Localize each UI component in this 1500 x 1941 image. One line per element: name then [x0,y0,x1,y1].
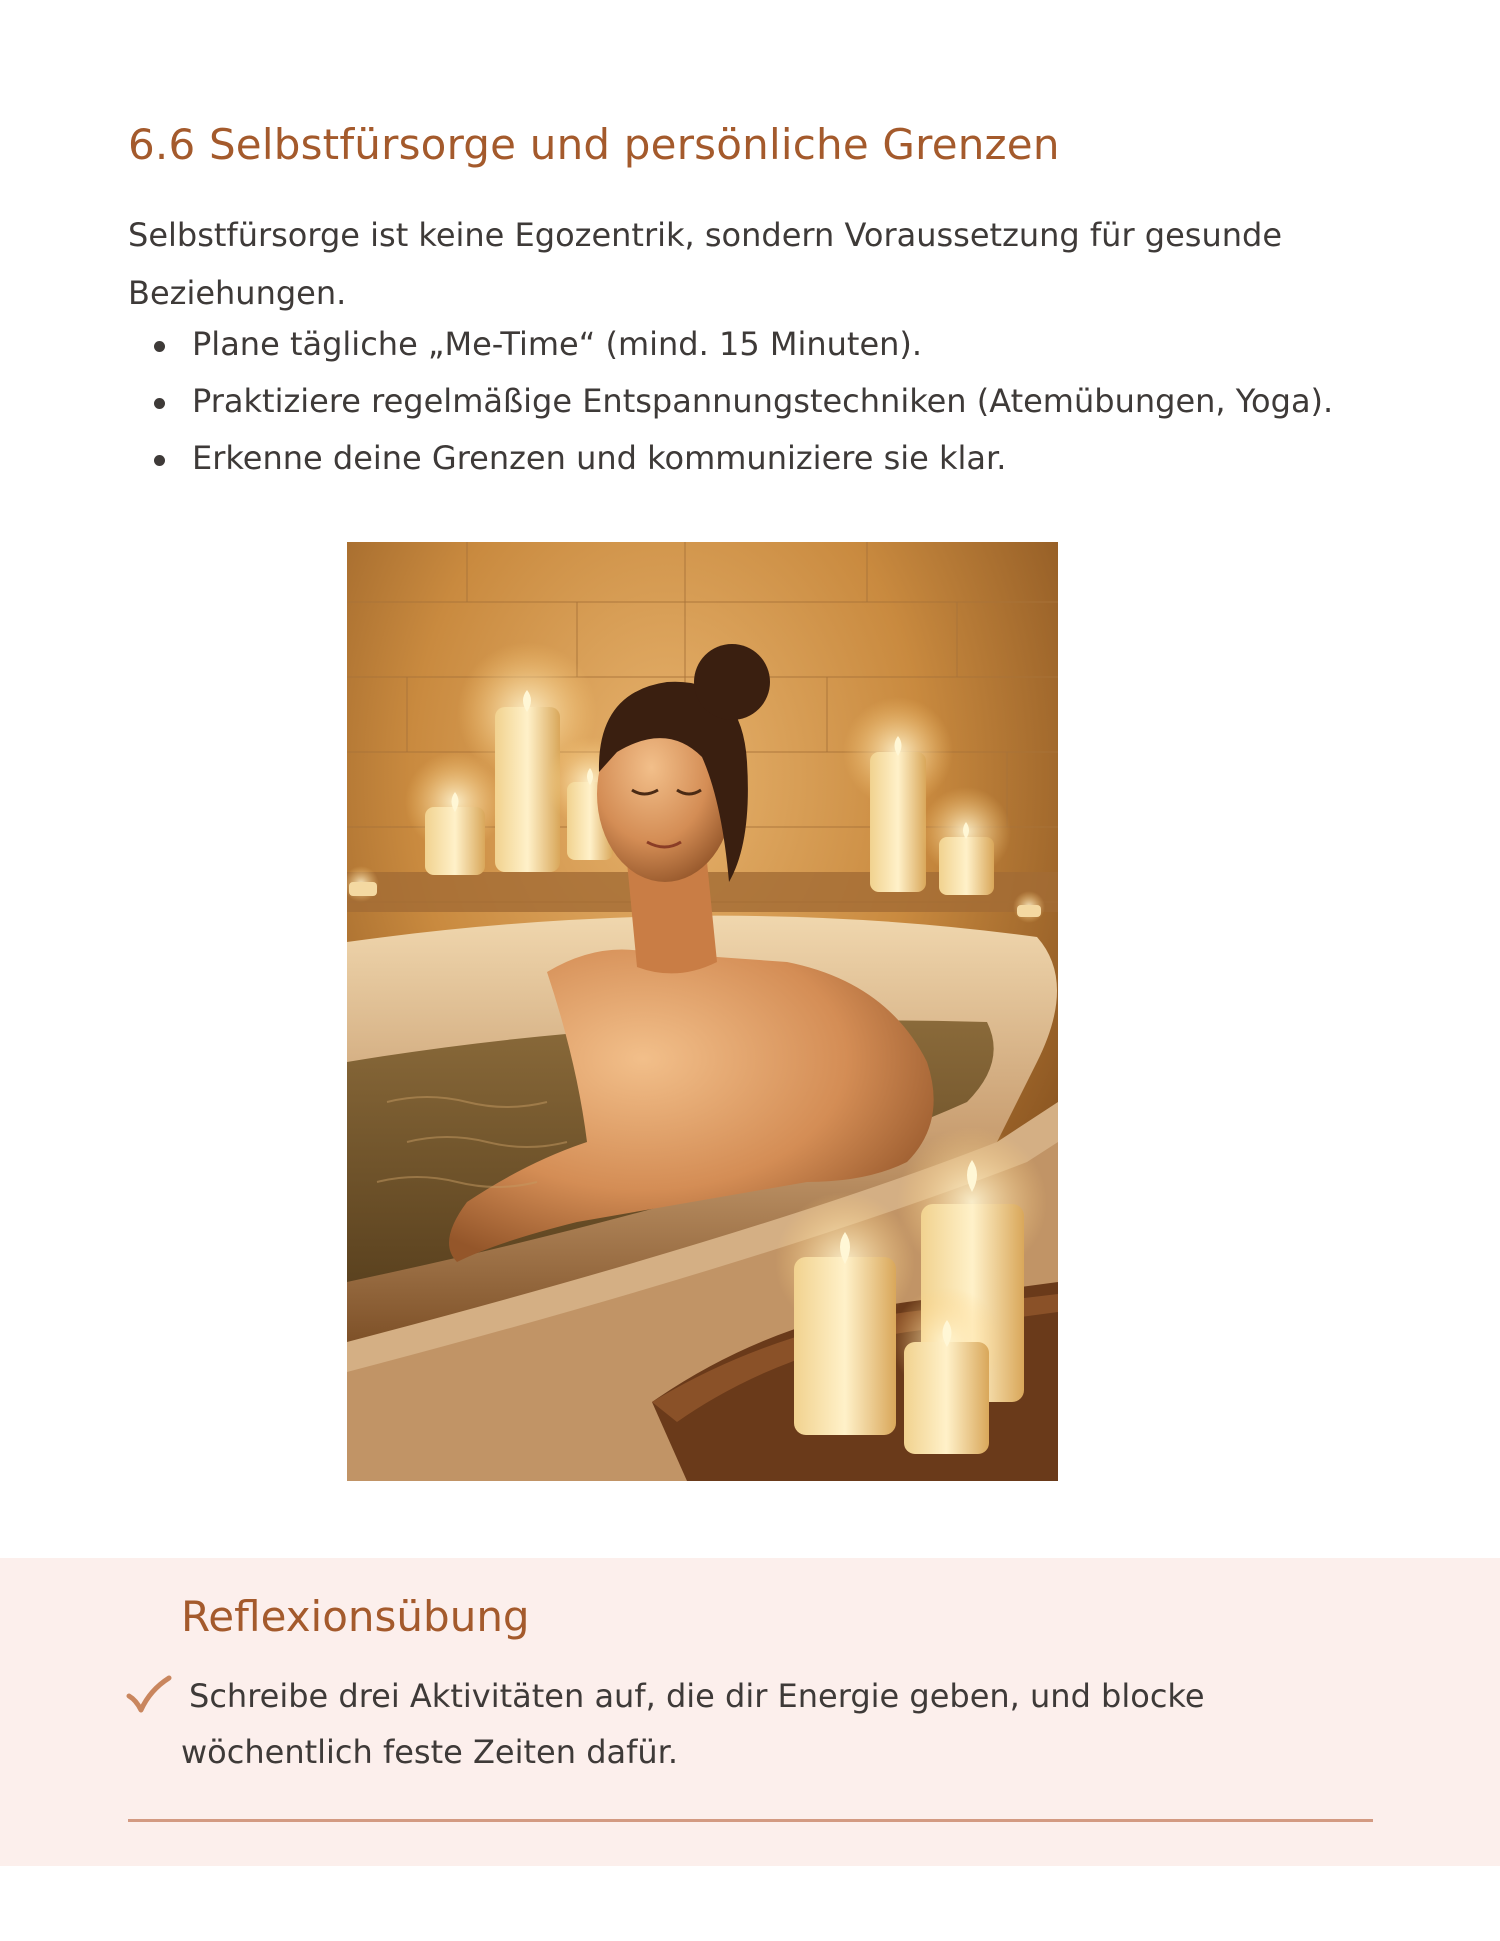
list-item [128,373,1333,430]
relaxing-bath-candles-photo [347,542,1058,1481]
bullet-dot-icon [154,455,165,466]
list-item-text: Erkenne deine Grenzen und kommuniziere sie klar. [192,439,1007,477]
section-heading: 6.6 Selbstfürsorge und persönliche Grenzen [128,120,1060,169]
reflection-box [0,1558,1500,1866]
divider-line [128,1819,1373,1822]
list-item-text: Plane tägliche „Me-Time“ (mind. 15 Minuten). [192,325,923,363]
list-item [128,430,1333,487]
bullet-list [128,316,1333,487]
list-item [128,316,1333,373]
bath-photo [347,542,1058,1481]
list-item-text: Praktiziere regelmäßige Entspannungstechniken (Atemübungen, Yoga). [192,382,1334,420]
reflection-title: Reflexionsübung [181,1592,530,1641]
checkmark-icon [126,1672,172,1718]
reflection-text: Schreibe drei Aktivitäten auf, die dir Energie geben, und blocke wöchentlich feste Zeiten dafür. [181,1677,1205,1771]
intro-paragraph: Selbstfürsorge ist keine Egozentrik, sondern Voraussetzung für gesunde Beziehungen. [128,216,1283,312]
bullet-dot-icon [154,341,165,352]
bullet-dot-icon [154,398,165,409]
